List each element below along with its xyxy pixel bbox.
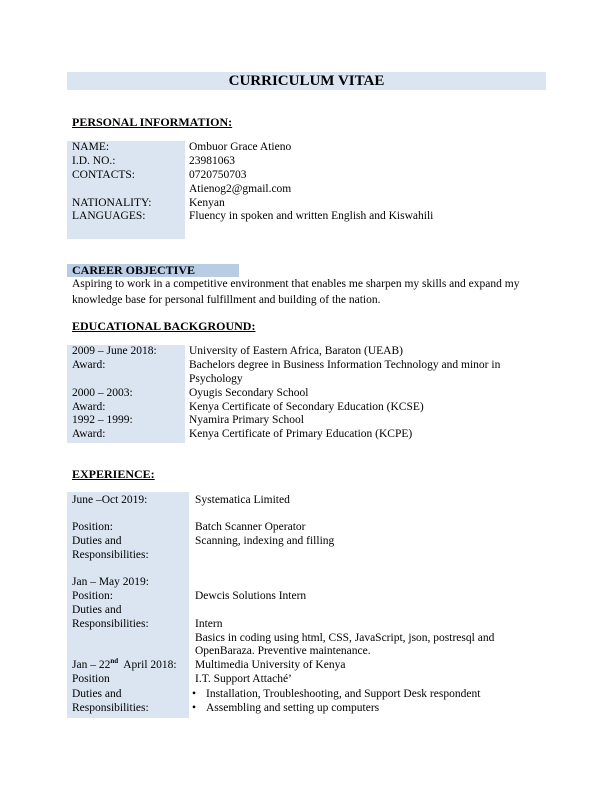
edu-1-award-line-2: Psychology [189, 373, 243, 385]
contacts-label: CONTACTS: [72, 169, 135, 181]
cv-title: CURRICULUM VITAE [67, 72, 546, 90]
exp-3-duties-label-1: Duties and [72, 688, 122, 700]
nationality-label: NATIONALITY: [72, 197, 152, 209]
exp-3-bullet-1: • Installation, Troubleshooting, and Support Desk respondent [206, 688, 480, 702]
edu-1-school: University of Eastern Africa, Baraton (UEAB) [189, 345, 403, 357]
career-objective-line-1: Aspiring to work in a competitive environment that enables me sharpen my skills and expand my [72, 278, 520, 290]
edu-3-award: Kenya Certificate of Primary Education (KCPE) [189, 428, 413, 440]
name-value: Ombuor Grace Atieno [189, 141, 292, 153]
edu-2-period: 2000 – 2003: [72, 387, 133, 399]
career-objective-heading: CAREER OBJECTIVE [67, 264, 239, 277]
exp-2-duties-line-2: OpenBaraza. Preventive maintenance. [195, 645, 371, 657]
exp-2-period: Jan – May 2019: [72, 576, 149, 588]
exp-3-duties-label-2: Responsibilities: [72, 702, 149, 714]
exp-1-duties-label-2: Responsibilities: [72, 549, 149, 561]
edu-2-school: Oyugis Secondary School [189, 387, 309, 399]
phone-value: 0720750703 [189, 169, 247, 181]
id-label: I.D. NO.: [72, 155, 116, 167]
exp-2-position: Intern [195, 618, 223, 630]
edu-3-school: Nyamira Primary School [189, 414, 304, 426]
exp-2-duties-label-1: Duties and [72, 604, 122, 616]
edu-1-award-line-1: Bachelors degree in Business Information Technology and minor in [189, 359, 501, 371]
exp-1-company: Systematica Limited [195, 494, 290, 506]
exp-1-duties-label-1: Duties and [72, 535, 122, 547]
edu-1-period: 2009 – June 2018: [72, 345, 157, 357]
exp-3-position: I.T. Support Attaché’ [195, 673, 292, 685]
exp-2-company: Dewcis Solutions Intern [195, 590, 307, 602]
exp-3-bullet-2: • Assembling and setting up computers [206, 702, 379, 716]
nationality-value: Kenyan [189, 197, 225, 209]
edu-3-period: 1992 – 1999: [72, 414, 133, 426]
exp-1-period: June –Oct 2019: [72, 494, 148, 506]
edu-2-award-label: Award: [72, 401, 106, 413]
languages-value: Fluency in spoken and written English and Kiswahili [189, 210, 434, 222]
exp-2-duties-line-1: Basics in coding using html, CSS, JavaScript, json, postresql and [195, 632, 495, 644]
edu-3-award-label: Award: [72, 428, 106, 440]
languages-label: LANGUAGES: [72, 210, 146, 222]
career-objective-line-2: knowledge base for personal fulfillment and building of the nation. [72, 294, 381, 306]
experience-heading: EXPERIENCE: [72, 467, 155, 481]
exp-1-position: Batch Scanner Operator [195, 521, 306, 533]
personal-info-heading: PERSONAL INFORMATION: [72, 115, 233, 129]
name-label: NAME: [72, 141, 110, 153]
exp-1-position-label: Position: [72, 521, 113, 533]
education-heading: EDUCATIONAL BACKGROUND: [72, 319, 256, 333]
edu-2-award: Kenya Certificate of Secondary Education (KCSE) [189, 401, 424, 413]
exp-2-duties-label-2: Responsibilities: [72, 618, 149, 630]
email-value: Atienog2@gmail.com [189, 183, 292, 195]
id-value: 23981063 [189, 155, 235, 167]
exp-3-period: Jan – 22nd April 2018: [72, 657, 177, 671]
edu-1-award-label: Award: [72, 359, 106, 371]
exp-3-company: Multimedia University of Kenya [195, 659, 346, 671]
exp-2-position-label: Position: [72, 590, 113, 602]
exp-3-position-label: Position [72, 673, 110, 685]
exp-3-period-sup: nd [110, 657, 119, 666]
exp-1-duties: Scanning, indexing and filling [195, 535, 335, 547]
